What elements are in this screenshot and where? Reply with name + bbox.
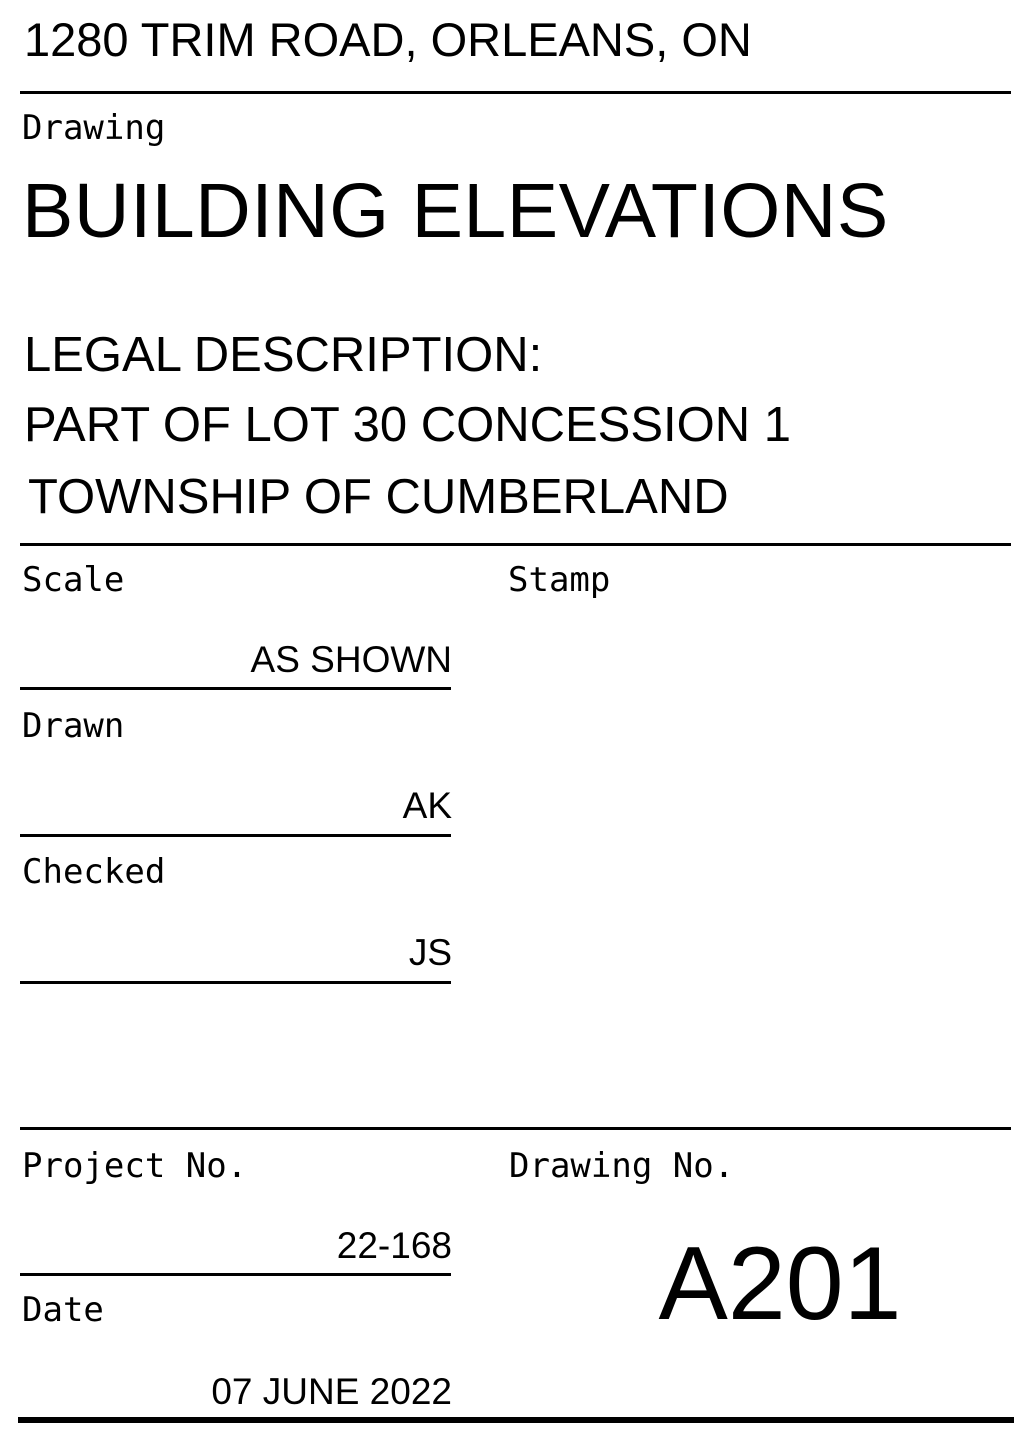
scale-label: Scale (22, 560, 125, 600)
drawing-number-value: A201 (658, 1226, 902, 1342)
divider-middle (20, 543, 1011, 546)
project-number-underline (20, 1273, 451, 1276)
scale-value: AS SHOWN (250, 639, 452, 680)
stamp-label: Stamp (508, 560, 611, 600)
divider-lower (20, 1127, 1011, 1130)
drawn-value: AK (402, 785, 452, 826)
divider-top (20, 91, 1011, 94)
scale-underline (20, 687, 451, 690)
drawn-underline (20, 834, 451, 837)
drawing-label: Drawing (22, 108, 166, 148)
project-number-value: 22-168 (336, 1225, 452, 1266)
date-value: 07 JUNE 2022 (211, 1371, 452, 1412)
drawing-title: BUILDING ELEVATIONS (22, 168, 889, 254)
drawn-label: Drawn (22, 706, 125, 746)
drawing-number-label: Drawing No. (509, 1146, 735, 1186)
checked-label: Checked (22, 852, 166, 892)
legal-description-heading: LEGAL DESCRIPTION: (24, 328, 543, 382)
divider-bottom (18, 1417, 1014, 1423)
checked-underline (20, 981, 451, 984)
legal-description-line-2: TOWNSHIP OF CUMBERLAND (28, 470, 729, 524)
legal-description-line-1: PART OF LOT 30 CONCESSION 1 (24, 398, 791, 452)
project-number-label: Project No. (22, 1146, 248, 1186)
checked-value: JS (408, 932, 452, 973)
date-label: Date (22, 1290, 104, 1330)
project-address: 1280 TRIM ROAD, ORLEANS, ON (24, 13, 752, 66)
